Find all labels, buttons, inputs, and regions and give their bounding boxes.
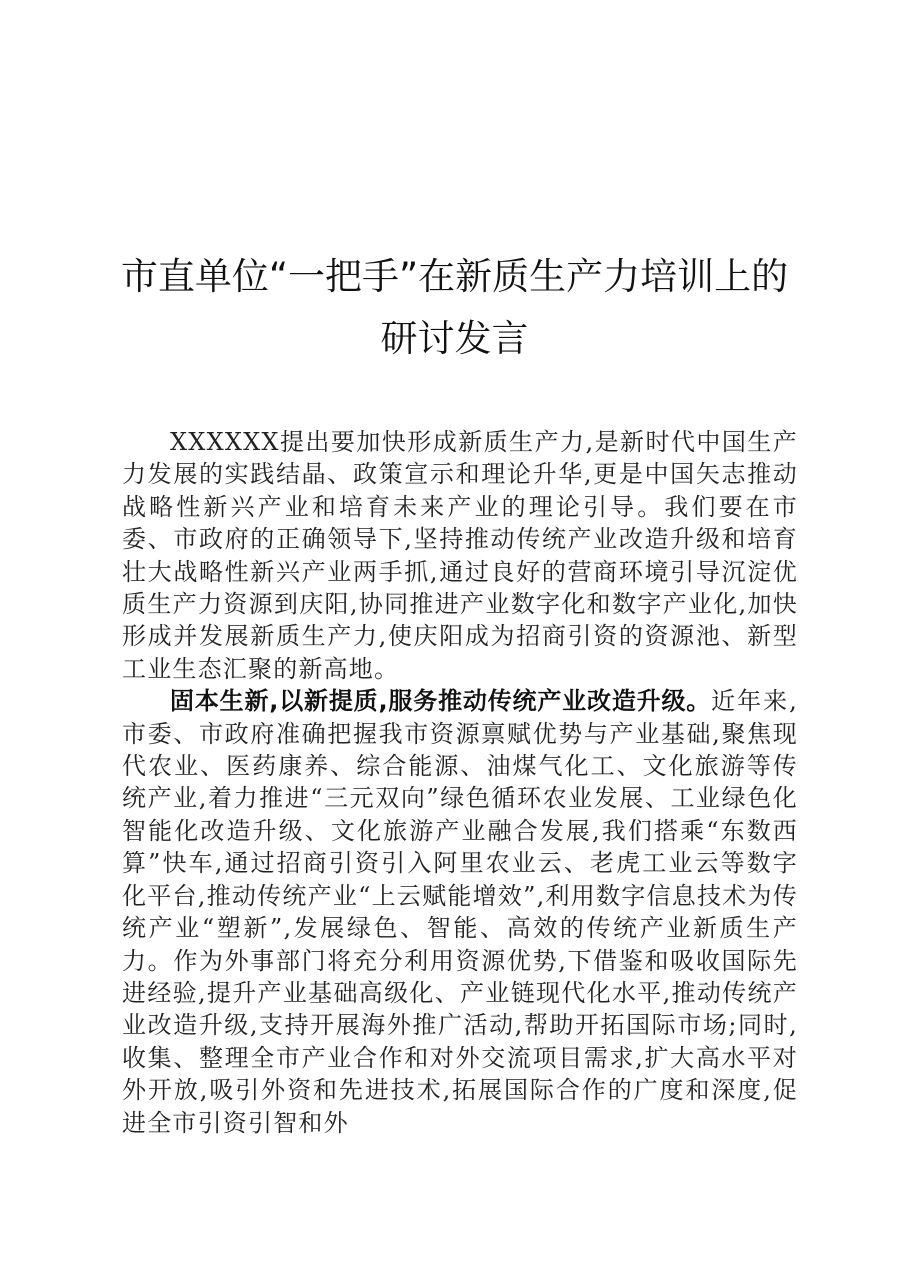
paragraph-text: 近年来,市委、市政府准确把握我市资源禀赋优势与产业基础,聚焦现代农业、医药康养、综合能源、油煤气化工、文化旅游等传统产业,着力推进“三元双向”绿色循环农业发展、工业绿色化智能化改造升级、文化旅游产业融合发展,我们搭乘“东数西算”快车,通过招商引资引入阿里农业云、老虎工业云等数字化平台,推动传统产业“上云赋能增效”,利用数字信息技术为传统产业“塑新”,发展绿色、智能、高效的传统产业新质生产力。作为外事部门将充分利用资源优势,下借鉴和吸收国际先进经验,提升产业基础高级化、产业链现代化水平,推动传统产业改造升级,支持开展海外推广活动,帮助开拓国际市场;同时,收集、整理全市产业合作和对外交流项目需求,扩大高水平对外开放,吸引外资和先进技术,拓展国际合作的广度和深度,促进全市引资引智和外: [122, 687, 798, 1137]
paragraph-traditional-industry: [122, 685, 798, 1139]
paragraph-lead: 固本生新,以新提质,服务推动传统产业改造升级。: [170, 687, 712, 716]
paragraph-text: XXXXXX提出要加快形成新质生产力,是新时代中国生产力发展的实践结晶、政策宣示和理论升华,更是中国矢志推动战略性新兴产业和培育未来产业的理论引导。我们要在市委、市政府的正确领导下,坚持推动传统产业改造升级和培育壮大战略性新兴产业两手抓,通过良好的营商环境引导沉淀优质生产力资源到庆阳,协同推进产业数字化和数字产业化,加快形成并发展新质生产力,使庆阳成为招商引资的资源池、新型工业生态汇聚的新高地。: [122, 428, 798, 683]
document-body: [122, 426, 798, 1139]
paragraph-intro: [122, 426, 798, 685]
document-title: 市直单位“一把手”在新质生产力培训上的研讨发言: [120, 255, 789, 360]
